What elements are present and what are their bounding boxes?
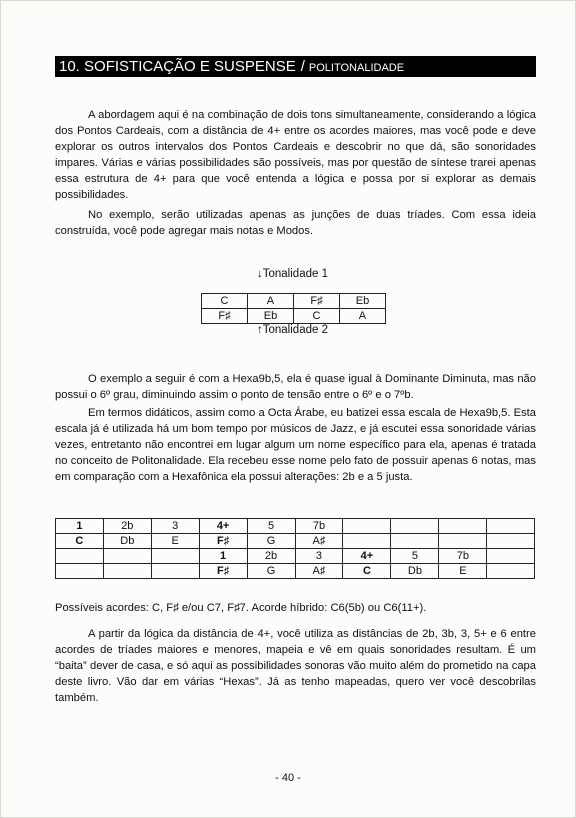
table-cell: 5: [247, 519, 295, 534]
table-cell: 2b: [103, 519, 151, 534]
tonality-2-caption: ↑Tonalidade 2: [257, 324, 328, 336]
table-cell: F♯: [199, 534, 247, 549]
paragraph-intro: A abordagem aqui é na combinação de dois tons simultaneamente, considerando a lógica dos Pontos Cardeais, com a distância de 4+ entre os acordes maiores, mas você pode e deve explorar os outros intervalos dos Pontos Cardeais e descobrir no que dá, são sonoridades impares. Várias e várias possibilidades são possíveis, mas por questão de síntese trarei apenas essa estrutura de 4+ para que você entenda a lógica e possa por si explorar as demais possibilidades.: [55, 109, 536, 201]
scale-table: [55, 518, 535, 579]
table-cell: 1: [56, 519, 104, 534]
table-row: [56, 519, 535, 534]
table-cell: [56, 564, 104, 579]
paragraph-homework: A partir da lógica da distância de 4+, você utiliza as distâncias de 2b, 3b, 3, 5+ e 6 entre acordes de tríades maiores e menores, mapeia e vê em quais sonoridades resultam. É um “baita” dever de casa, e só aqui as possibilidades sonoras vão muito além do prometido na capa deste livro. Vão dar em várias “Hexas”. Já as tenho mapeadas, quero ver você descobrilas também.: [55, 628, 536, 704]
table-cell: Db: [391, 564, 439, 579]
table-cell: [56, 549, 104, 564]
table-cell: 2b: [247, 549, 295, 564]
table-cell: C: [56, 534, 104, 549]
table-row: [56, 534, 535, 549]
table-cell: [439, 534, 487, 549]
table-cell: G: [247, 534, 295, 549]
table-cell: G: [247, 564, 295, 579]
table-cell: Eb: [339, 294, 385, 309]
table-cell: F♯: [199, 564, 247, 579]
table-cell: Db: [103, 534, 151, 549]
table-cell: F♯: [293, 294, 339, 309]
table-cell: 1: [199, 549, 247, 564]
table-cell: A: [247, 294, 293, 309]
table-cell: [343, 534, 391, 549]
table-cell: [151, 564, 199, 579]
table-cell: [487, 519, 535, 534]
table-cell: [151, 549, 199, 564]
table-cell: C: [293, 309, 339, 324]
section-subtitle: POLITONALIDADE: [308, 62, 405, 74]
table-cell: 5: [391, 549, 439, 564]
paragraph-hexa-example: O exemplo a seguir é com a Hexa9b,5, ela é quase igual à Dominante Diminuta, mas não possui o 6º grau, diminuindo assim o ponto de tensão entre o 6º e o 7ºb.: [55, 373, 536, 401]
table-cell: 4+: [199, 519, 247, 534]
paragraph-hexa-naming: Em termos didáticos, assim como a Octa Árabe, eu batizei essa escala de Hexa9b,5. Esta escala já é utilizada há um bom tempo por músicos de Jazz, e já escutei essa sonoridade várias vezes, entretanto não encontrei em lugar algum um nome específico para ela, apenas é tratada no conceito de Politonalidade. Ela recebeu esse nome pelo fato de possuir apenas 6 notas, mas em comparação com a Hexafônica ela possui alterações: 2b e a 5 justa.: [55, 407, 536, 483]
table-cell: A♯: [295, 534, 343, 549]
table-cell: C: [202, 294, 248, 309]
table-cell: [391, 519, 439, 534]
table-row: [56, 564, 535, 579]
table-cell: A♯: [295, 564, 343, 579]
table-cell: 7b: [295, 519, 343, 534]
section-title: 10. SOFISTICAÇÃO E SUSPENSE: [59, 58, 296, 75]
table-cell: [343, 519, 391, 534]
table-cell: [439, 519, 487, 534]
table-cell: E: [151, 534, 199, 549]
tonality-table: [201, 293, 386, 324]
table-cell: Eb: [247, 309, 293, 324]
section-title-bar: [55, 56, 536, 77]
table-cell: 7b: [439, 549, 487, 564]
title-separator: /: [300, 58, 305, 75]
table-row: [56, 549, 535, 564]
table-cell: [391, 534, 439, 549]
table-cell: A: [339, 309, 385, 324]
table-cell: E: [439, 564, 487, 579]
paragraph-possible-chords: Possíveis acordes: C, F♯ e/ou C7, F♯7. Acorde híbrido: C6(5b) ou C6(11+).: [55, 602, 427, 614]
paragraph-example: No exemplo, serão utilizadas apenas as junções de duas tríades. Com essa ideia construída, você pode agregar mais notas e Modos.: [55, 209, 536, 237]
table-row: [202, 294, 386, 309]
page-number: - 40 -: [275, 772, 301, 784]
table-cell: [487, 534, 535, 549]
table-cell: 3: [151, 519, 199, 534]
table-cell: [487, 549, 535, 564]
table-cell: [487, 564, 535, 579]
tonality-1-caption: ↓Tonalidade 1: [257, 268, 328, 280]
table-cell: 3: [295, 549, 343, 564]
table-row: [202, 309, 386, 324]
table-cell: [103, 564, 151, 579]
table-cell: [103, 549, 151, 564]
table-cell: F♯: [202, 309, 248, 324]
table-cell: 4+: [343, 549, 391, 564]
table-cell: C: [343, 564, 391, 579]
